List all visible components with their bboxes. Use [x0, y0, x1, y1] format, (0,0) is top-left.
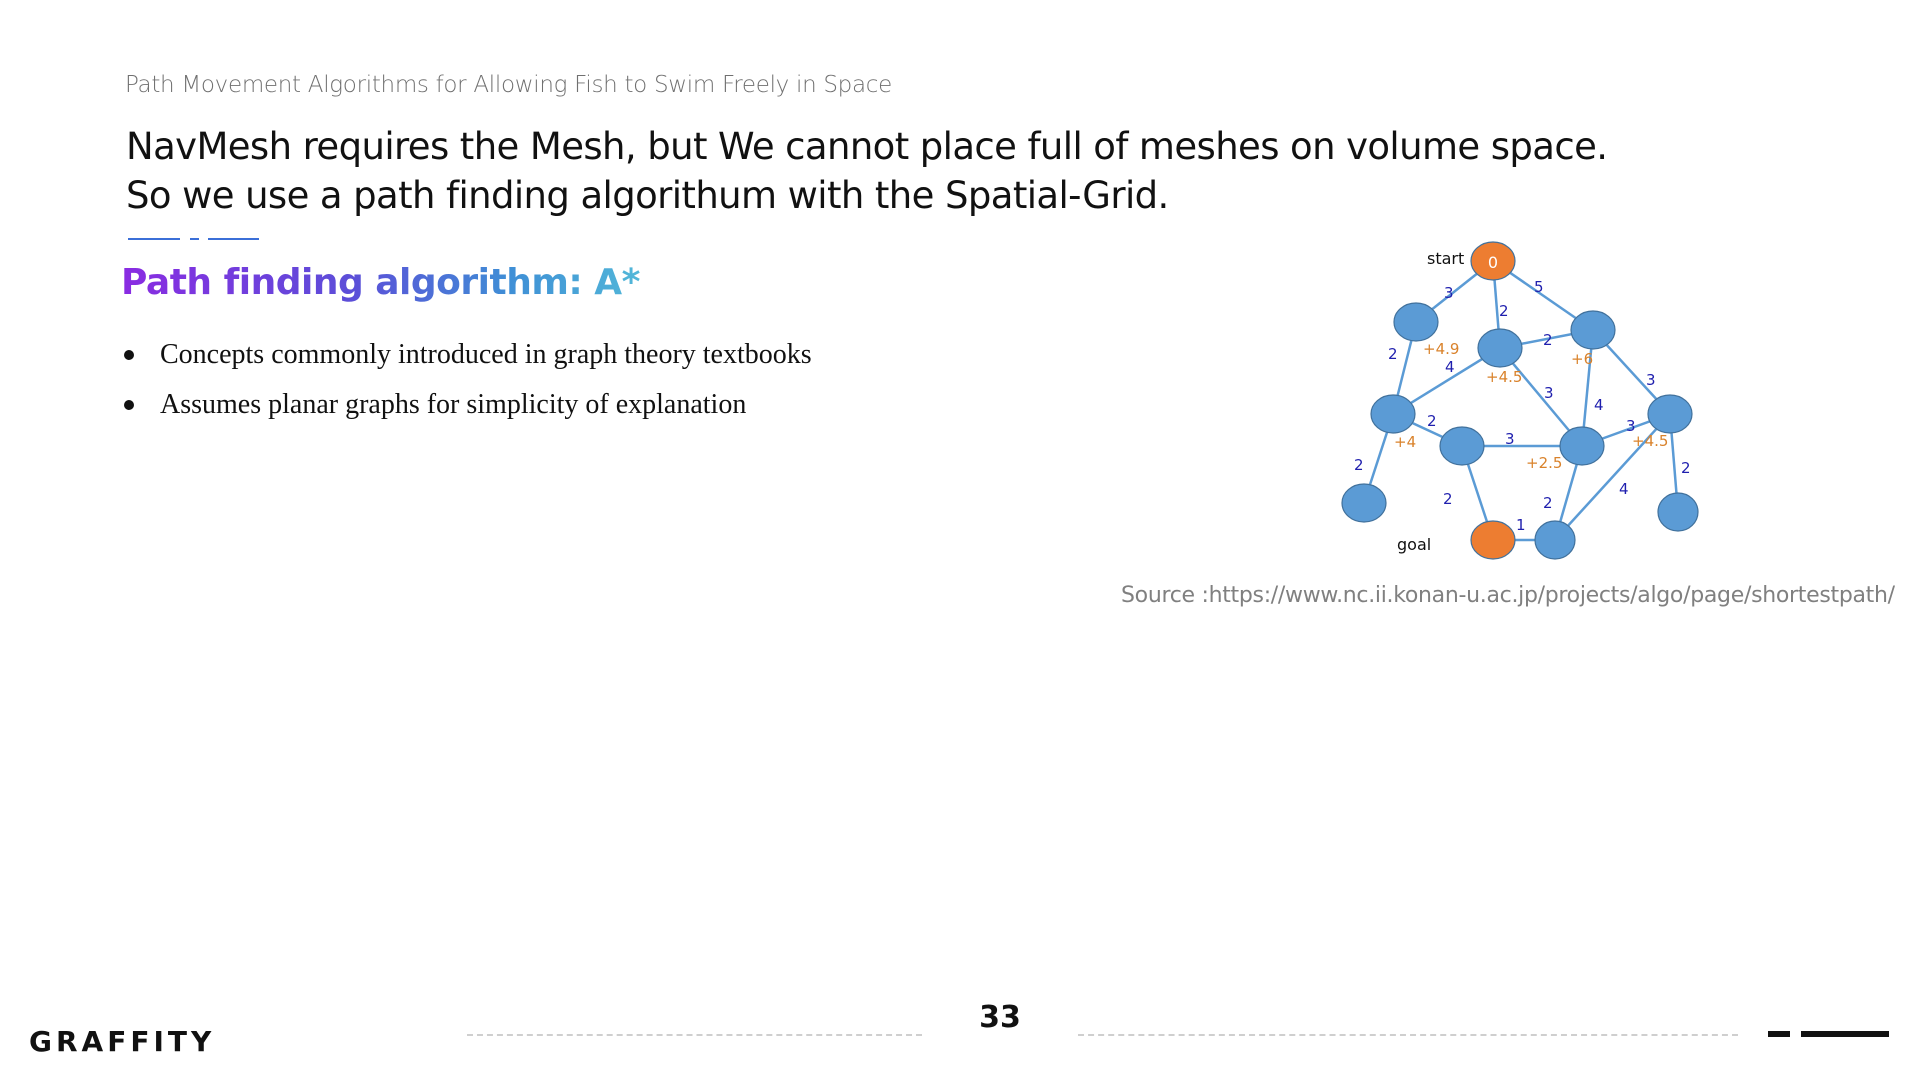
edge-weight: 4: [1594, 396, 1604, 414]
bullet-item: [120, 380, 812, 430]
graph-node: [1371, 395, 1415, 433]
edge-weight: 4: [1619, 480, 1629, 498]
decorative-underline: [128, 237, 268, 243]
graph-nodes: [1342, 242, 1698, 559]
graph-node: [1658, 493, 1698, 531]
section-title: Path finding algorithm: A*: [121, 262, 640, 303]
graph-node: [1560, 427, 1604, 465]
edge-weight: 2: [1354, 456, 1364, 474]
goal-label: goal: [1397, 535, 1432, 554]
edge-weight: 2: [1543, 494, 1553, 512]
heuristic-value: +4: [1394, 433, 1417, 451]
graph-diagram: [1330, 235, 1730, 570]
edge-weight: 2: [1681, 459, 1691, 477]
edge-weight: 5: [1534, 278, 1544, 296]
graph-node: [1478, 329, 1522, 367]
bullet-dot-icon: [124, 350, 134, 360]
headline-line-1: NavMesh requires the Mesh, but We cannot place full of meshes on volume space.: [126, 125, 1608, 168]
edge-weight: 3: [1505, 430, 1515, 448]
bullet-dot-icon: [124, 400, 134, 410]
heuristic-value: +2.5: [1526, 454, 1563, 472]
heuristic-value: +4.5: [1486, 368, 1523, 386]
graph-node: [1440, 427, 1484, 465]
heuristic-value: +4.9: [1423, 340, 1460, 358]
edge-weight: 4: [1445, 358, 1455, 376]
bullet-text: Assumes planar graphs for simplicity of explanation: [160, 389, 747, 420]
edge-weight: 3: [1444, 284, 1454, 302]
start-label: start: [1427, 249, 1465, 268]
breadcrumb: Path Movement Algorithms for Allowing Fish to Swim Freely in Space: [125, 72, 892, 98]
graph-node: [1648, 395, 1692, 433]
footer-accent-bar: [1801, 1031, 1889, 1037]
start-node-value: 0: [1487, 253, 1499, 272]
edge-weight: 2: [1388, 345, 1398, 363]
heuristic-value: +6: [1571, 350, 1594, 368]
heuristic-value: +4.5: [1632, 432, 1669, 450]
footer-accent-bar: [1768, 1031, 1790, 1037]
graph-node: [1571, 311, 1615, 349]
heuristic-labels: [1394, 340, 1668, 472]
edge-weight: 3: [1646, 371, 1656, 389]
edge-weight: 1: [1516, 516, 1526, 534]
headline-line-2: So we use a path finding algorithum with the Spatial-Grid.: [126, 174, 1169, 217]
edge-weight: 3: [1544, 384, 1554, 402]
edge-weight: 3: [1626, 417, 1636, 435]
source-citation: Source :https://www.nc.ii.konan-u.ac.jp/projects/algo/page/shortestpath/: [1121, 583, 1895, 608]
graph-node: [1535, 521, 1575, 559]
logo: GRAFFITY: [29, 1025, 216, 1058]
footer-divider: [467, 1034, 922, 1036]
bullet-list: [120, 330, 812, 430]
edge-weight: 2: [1499, 302, 1509, 320]
edge-weight: 2: [1443, 490, 1453, 508]
bullet-item: [120, 330, 812, 380]
slide-headline: [126, 122, 1607, 220]
graph-node: [1394, 303, 1438, 341]
bullet-text: Concepts commonly introduced in graph theory textbooks: [160, 339, 812, 370]
graph-node: [1342, 484, 1386, 522]
edge-weight: 2: [1427, 412, 1437, 430]
graph-node-goal: [1471, 521, 1515, 559]
footer-divider: [1078, 1034, 1738, 1036]
edge-weight: 2: [1543, 331, 1553, 349]
page-number: 33: [979, 1000, 1021, 1035]
